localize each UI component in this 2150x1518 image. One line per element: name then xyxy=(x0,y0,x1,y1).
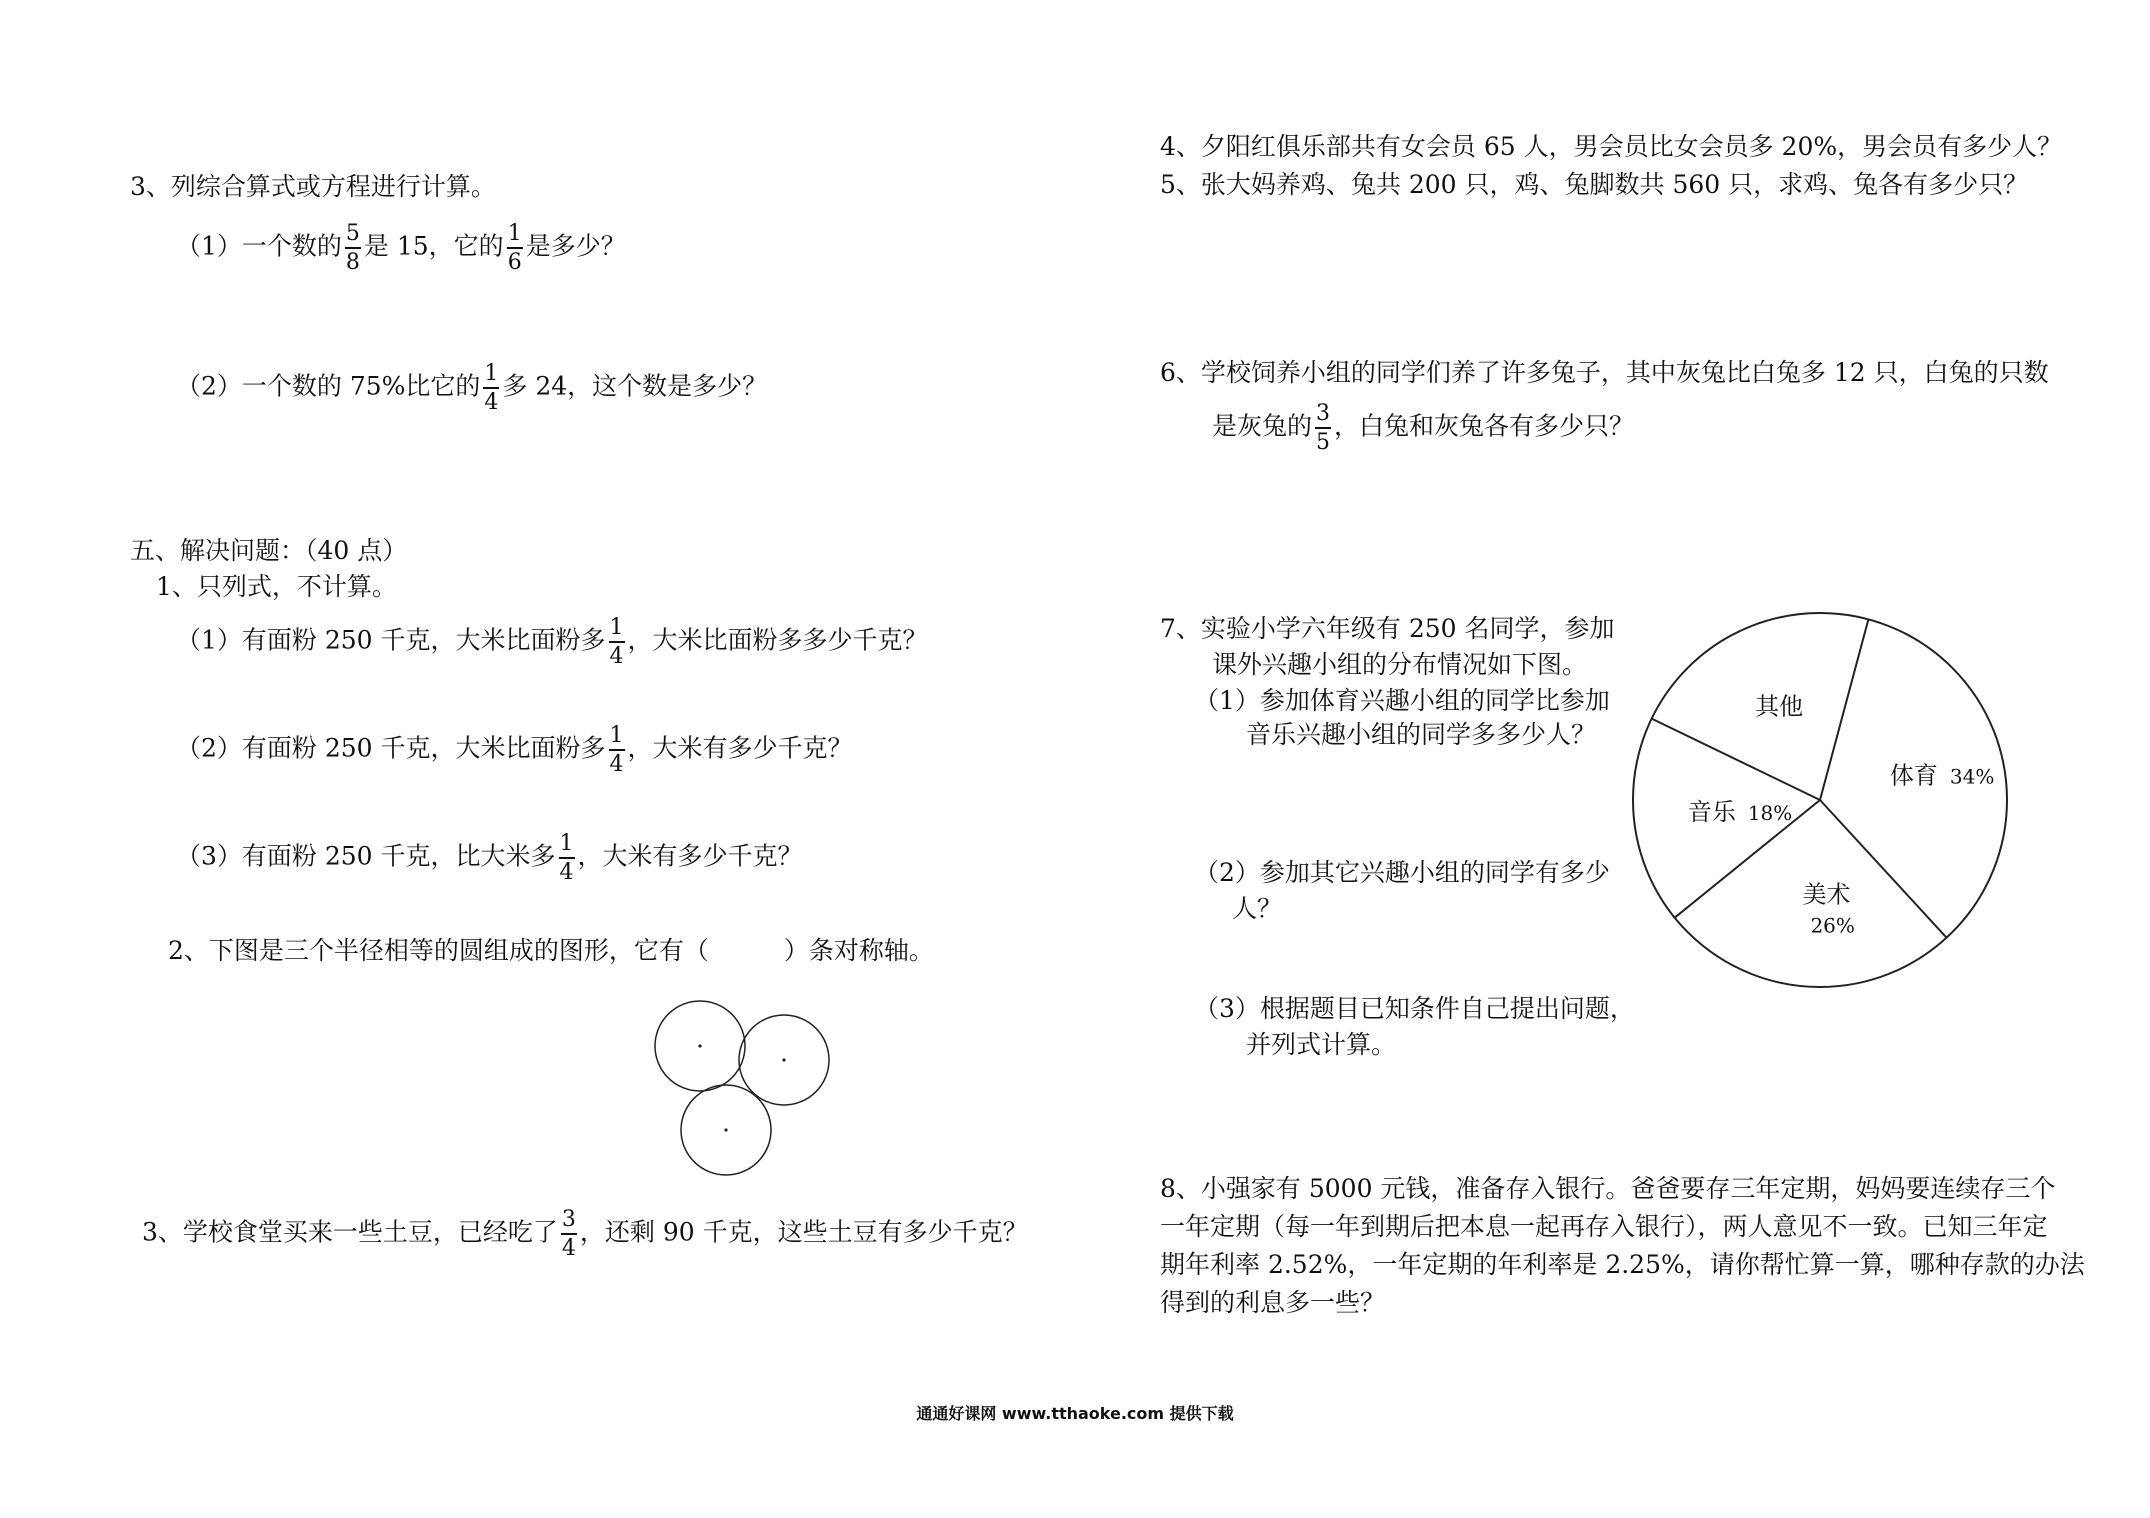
center-dot xyxy=(698,1044,701,1047)
problem-7-sub-2b: 人？ xyxy=(1232,894,1283,923)
problem-7-sub-2a: （2）参加其它兴趣小组的同学有多少 xyxy=(1194,858,1610,887)
problem-7-line-2: 课外兴趣小组的分布情况如下图。 xyxy=(1212,650,1588,679)
fraction: $\frac{3}{5}$ xyxy=(1316,401,1331,456)
problem-1-1: （1）有面粉 250 千克，大米比面粉多 $\frac{1}{4}$ ，大米比面粉多多少千克？ xyxy=(176,615,928,670)
problem-8-line-2: 一年定期（每一年到期后把本息一起再存入银行），两人意见不一致。已知三年定 xyxy=(1160,1212,2048,1241)
problem-4: 4、夕阳红俱乐部共有女会员 65 人，男会员比女会员多 20%，男会员有多少人？ xyxy=(1160,132,2063,161)
pie-slice-value-label: 18% xyxy=(1747,800,1793,825)
problem-7-sub-1a: （1）参加体育兴趣小组的同学比参加 xyxy=(1194,686,1610,715)
pie-slice-value-label: 26% xyxy=(1810,913,1855,938)
interest-group-pie-chart xyxy=(1620,600,2020,1000)
fraction: $\frac{5}{8}$ xyxy=(345,221,360,276)
center-dot xyxy=(782,1058,785,1061)
problem-7-sub-3a: （3）根据题目已知条件自己提出问题， xyxy=(1194,994,1635,1023)
pie-slice-boundary xyxy=(1652,719,1820,800)
pie-slice-boundary xyxy=(1820,619,1868,800)
question-3-2: （2）一个数的 75%比它的 $\frac{1}{4}$ 多 24，这个数是多少？ xyxy=(176,361,768,416)
question-3-1: （1）一个数的 $\frac{5}{8}$ 是 15，它的 $\frac{1}{6}$ 是多少？ xyxy=(176,221,626,276)
problem-1-title: 1、只列式，不计算。 xyxy=(156,572,397,601)
footer: 通通好课网 www.tthaoke.com 提供下载 xyxy=(916,1404,1234,1423)
center-dot xyxy=(724,1128,727,1131)
pie-slice-label: 音乐 xyxy=(1687,797,1736,826)
problem-2: 2、下图是三个半径相等的圆组成的图形，它有（ ）条对称轴。 xyxy=(168,936,934,965)
pie-slice-value-label: 34% xyxy=(1949,764,1995,789)
problem-7-line-1: 7、实验小学六年级有 250 名同学，参加 xyxy=(1160,614,1615,643)
three-circles-figure xyxy=(640,990,840,1190)
problem-7-sub-3b: 并列式计算。 xyxy=(1246,1030,1397,1059)
problem-1-3: （3）有面粉 250 千克，比大米多 $\frac{1}{4}$ ，大米有多少千克？ xyxy=(176,831,803,886)
pie-slice-label: 美术 xyxy=(1802,880,1851,909)
problem-3: 3、学校食堂买来一些土豆，已经吃了 $\frac{3}{4}$ ，还剩 90 千克，这些土豆有多少千克？ xyxy=(142,1207,1028,1262)
fraction: $\frac{1}{4}$ xyxy=(559,831,574,886)
pie-slice-label: 其他 xyxy=(1755,692,1804,721)
fraction: $\frac{3}{4}$ xyxy=(561,1207,576,1262)
problem-6-line-2: 是灰兔的 $\frac{3}{5}$ ，白兔和灰兔各有多少只？ xyxy=(1212,401,1635,456)
problem-7-sub-1b: 音乐兴趣小组的同学多多少人？ xyxy=(1246,720,1597,749)
section-5-title: 五、解决问题：（40 点） xyxy=(130,536,408,565)
fraction: $\frac{1}{4}$ xyxy=(484,361,499,416)
problem-8-line-4: 得到的利息多一些？ xyxy=(1160,1288,1386,1317)
pie-slice-label: 体育 xyxy=(1889,761,1938,790)
problem-5: 5、张大妈养鸡、兔共 200 只，鸡、兔脚数共 560 只，求鸡、兔各有多少只？ xyxy=(1160,170,2029,199)
problem-1-2: （2）有面粉 250 千克，大米比面粉多 $\frac{1}{4}$ ，大米有多少千克？ xyxy=(176,723,853,778)
problem-8-line-3: 期年利率 2.52%，一年定期的年利率是 2.25%，请你帮忙算一算，哪种存款的办法 xyxy=(1160,1250,2085,1279)
fraction: $\frac{1}{4}$ xyxy=(609,615,624,670)
fraction: $\frac{1}{6}$ xyxy=(507,221,522,276)
problem-8-line-1: 8、小强家有 5000 元钱，准备存入银行。爸爸要存三年定期，妈妈要连续存三个 xyxy=(1160,1174,2056,1203)
fraction: $\frac{1}{4}$ xyxy=(609,723,624,778)
question-3-title: 3、列综合算式或方程进行计算。 xyxy=(130,172,496,201)
problem-6-line-1: 6、学校饲养小组的同学们养了许多兔子，其中灰兔比白兔多 12 只，白兔的只数 xyxy=(1160,358,2049,387)
